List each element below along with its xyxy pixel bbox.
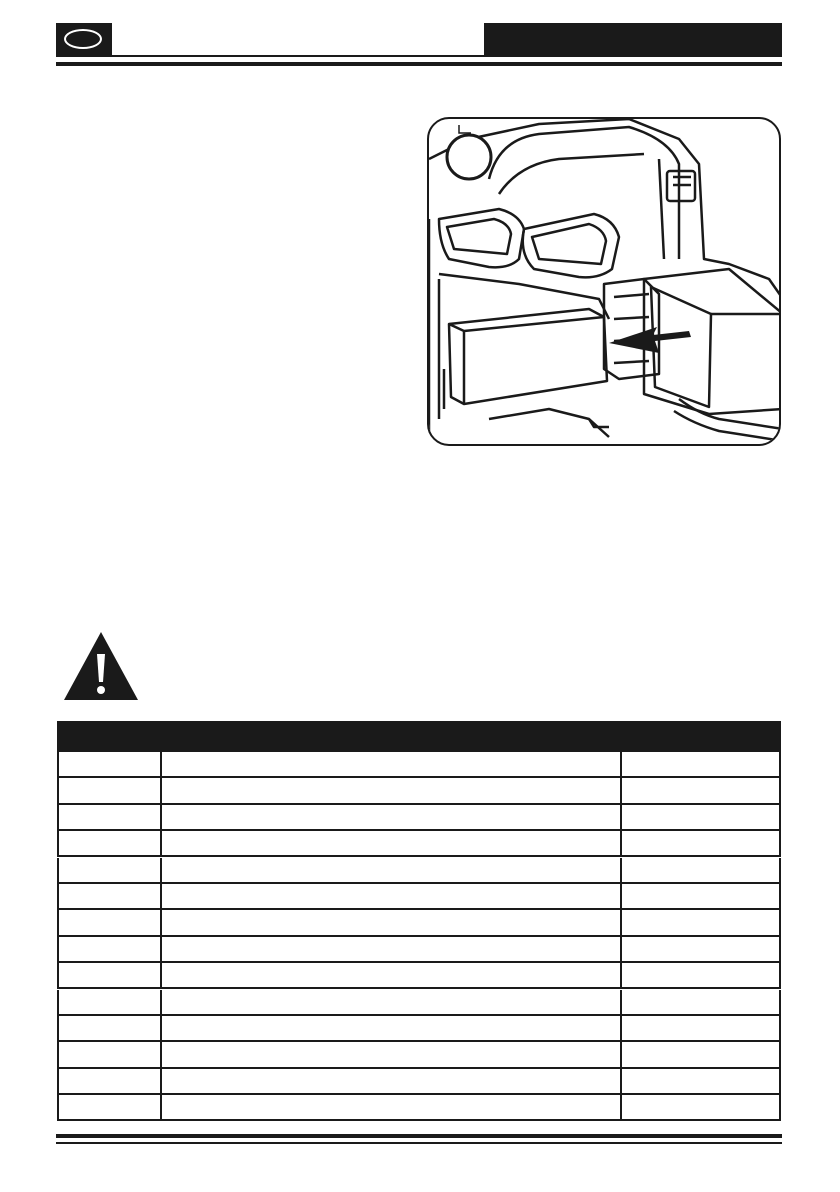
header-cell: [620, 721, 779, 752]
table-cell: [162, 1095, 622, 1119]
section-title-bar: [484, 23, 782, 57]
table-cell: [59, 884, 162, 908]
table-cell: [162, 831, 622, 855]
warning-text: [160, 650, 760, 690]
table-cell: [622, 910, 781, 934]
table-cell: [162, 937, 622, 961]
table-cell: [59, 990, 162, 1014]
table-cell: [622, 963, 781, 987]
header-cell: [160, 721, 620, 752]
table-cell: [59, 805, 162, 829]
pull-arrow-icon: [609, 327, 691, 353]
table-cell: [162, 884, 622, 908]
table-row: [57, 910, 781, 936]
table-row: [57, 937, 781, 963]
table-row: [57, 990, 781, 1016]
header-cell: [57, 721, 160, 752]
table-cell: [162, 963, 622, 987]
table-cell: [622, 937, 781, 961]
table-cell: [59, 1095, 162, 1119]
table-cell: [162, 1042, 622, 1066]
table-cell: [622, 778, 781, 802]
table-cell: [162, 990, 622, 1014]
header-rule: [56, 55, 782, 57]
warning-triangle-icon: [62, 630, 140, 702]
table-cell: [59, 910, 162, 934]
callout-circle-icon: [447, 135, 491, 179]
table-row: [57, 778, 781, 804]
table-cell: [59, 963, 162, 987]
table-cell: [622, 1095, 781, 1119]
table-row: [57, 1069, 781, 1095]
table-cell: [622, 1016, 781, 1040]
table-row: [57, 752, 781, 778]
language-badge: [56, 23, 112, 57]
table-cell: [162, 858, 622, 882]
table-row: [57, 1095, 781, 1121]
header-rule-thick: [56, 62, 782, 66]
table-row: [57, 963, 781, 989]
table-cell: [622, 990, 781, 1014]
table-cell: [162, 1069, 622, 1093]
footer-rule-thick: [56, 1134, 782, 1138]
table-cell: [59, 1069, 162, 1093]
table-row: [57, 858, 781, 884]
table-cell: [59, 937, 162, 961]
table-row: [57, 1042, 781, 1068]
table-row: [57, 884, 781, 910]
table-header: [57, 721, 781, 752]
table-cell: [622, 831, 781, 855]
table-cell: [59, 831, 162, 855]
table-cell: [162, 1016, 622, 1040]
battery-removal-illustration: [429, 119, 781, 446]
table-cell: [622, 1069, 781, 1093]
table-cell: [162, 805, 622, 829]
table-cell: [59, 858, 162, 882]
table-cell: [59, 778, 162, 802]
table-cell: [622, 752, 781, 776]
table-cell: [622, 858, 781, 882]
table-cell: [162, 778, 622, 802]
table-cell: [162, 752, 622, 776]
table-cell: [622, 884, 781, 908]
footer-rule: [56, 1142, 782, 1144]
table-cell: [59, 1016, 162, 1040]
table-cell: [622, 1042, 781, 1066]
table-row: [57, 831, 781, 857]
language-oval-icon: [64, 29, 102, 49]
table-row: [57, 1016, 781, 1042]
parts-table: [57, 721, 781, 1122]
table-cell: [622, 805, 781, 829]
table-cell: [59, 752, 162, 776]
battery-removal-figure: [427, 117, 781, 446]
table-cell: [59, 1042, 162, 1066]
table-row: [57, 805, 781, 831]
table-cell: [162, 910, 622, 934]
